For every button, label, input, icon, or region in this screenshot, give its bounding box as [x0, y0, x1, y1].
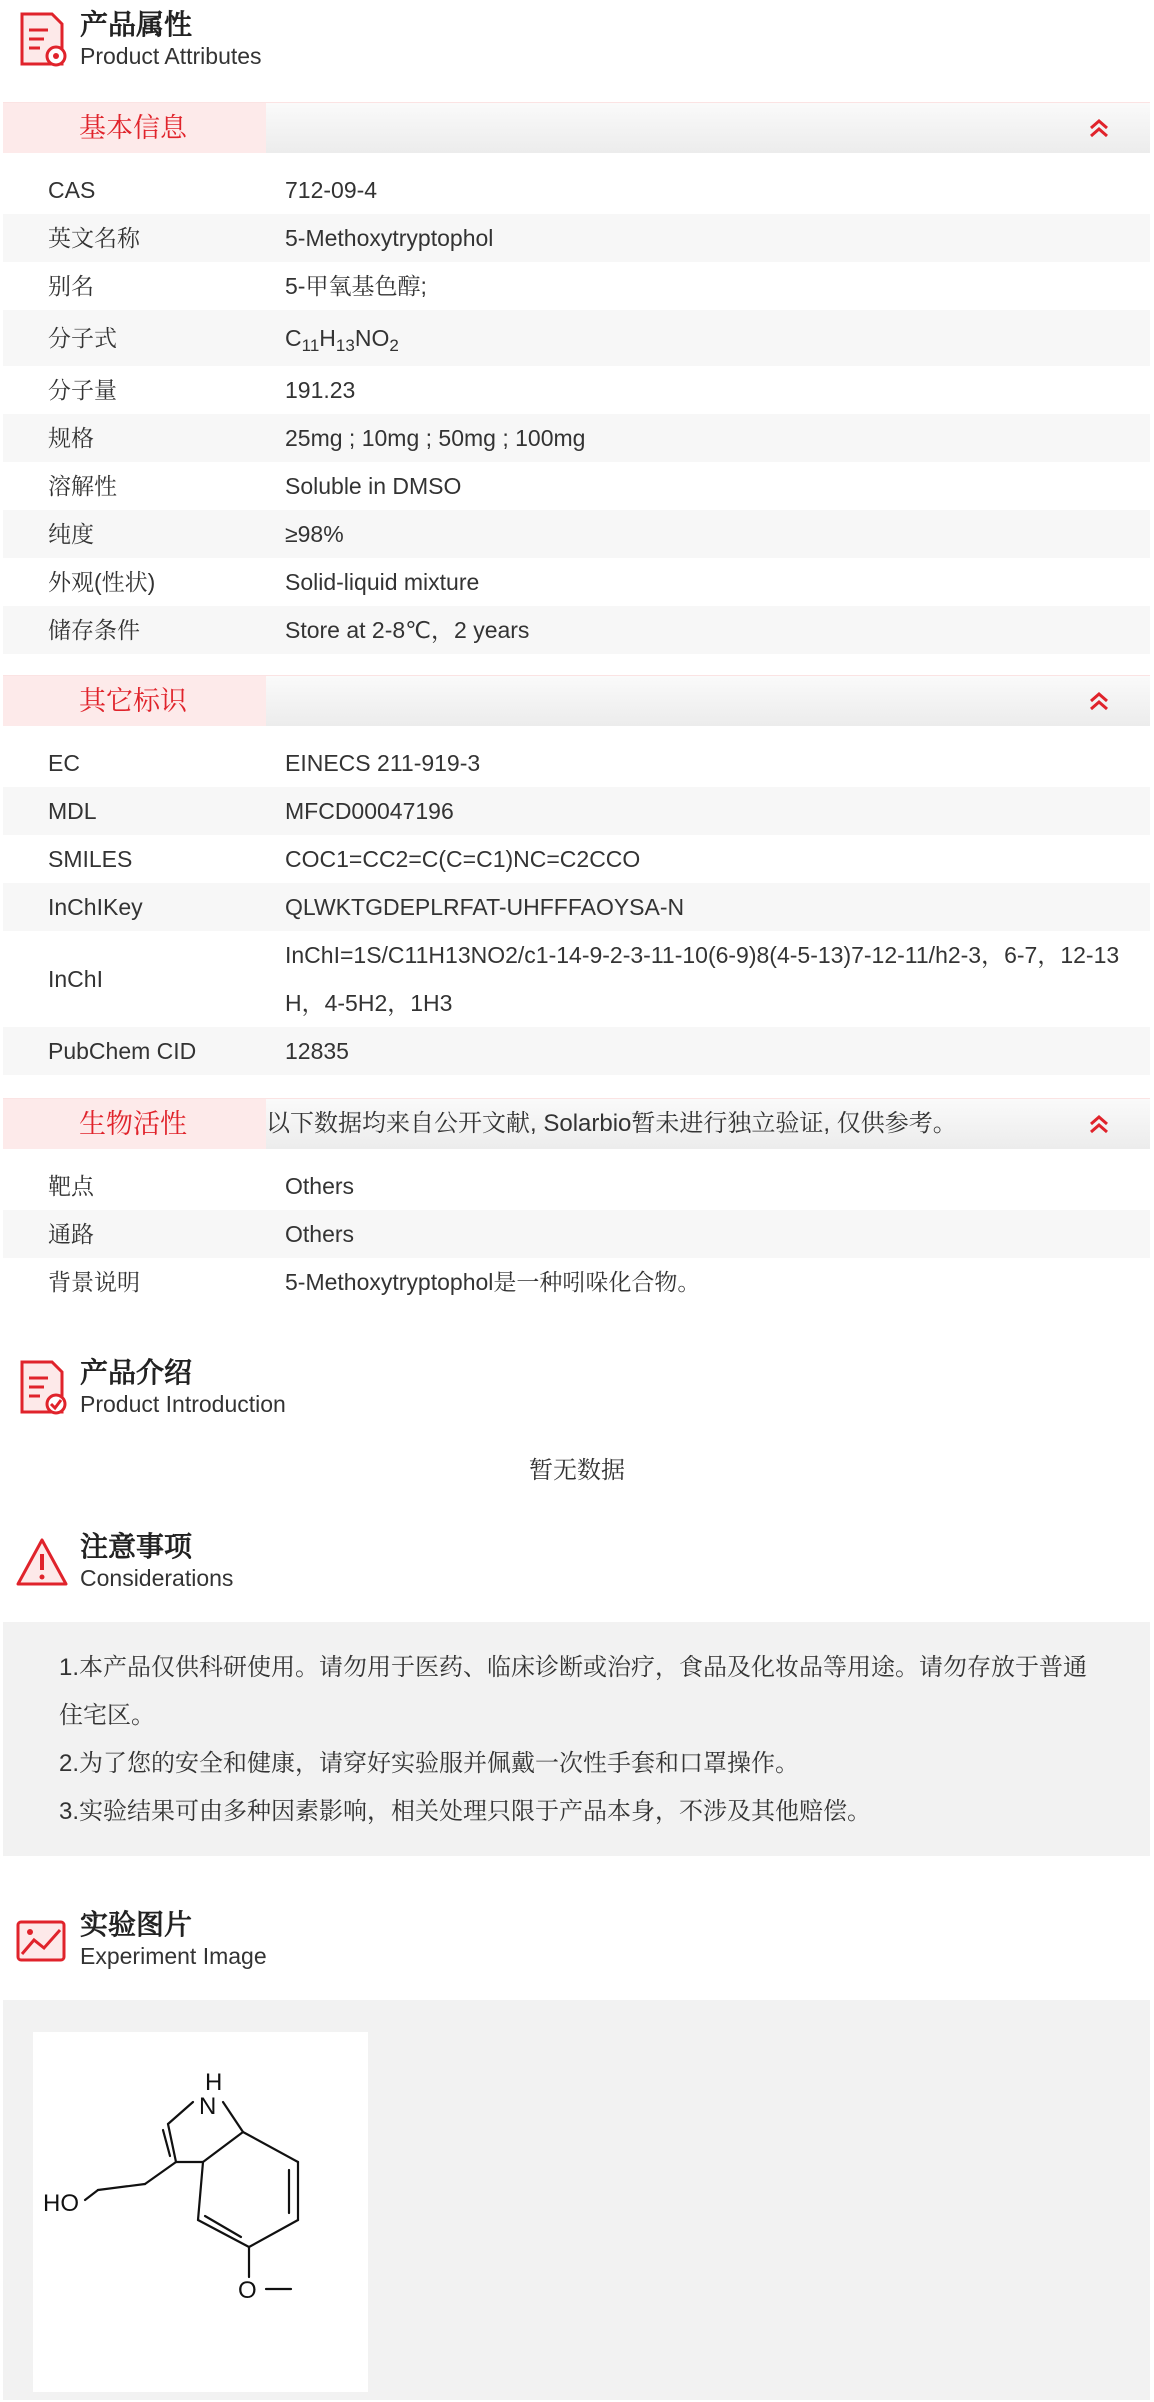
section-subtitle: Product Introduction — [80, 1391, 286, 1417]
document-check-icon — [14, 1358, 70, 1418]
section-title: 实验图片 — [80, 1909, 193, 1940]
table-row — [3, 462, 1150, 510]
bio-activity-label: 生物活性 — [3, 1099, 266, 1149]
row-value: 25mg ; 10mg ; 50mg ; 100mg — [285, 425, 586, 451]
table-row — [3, 739, 1150, 787]
table-row — [3, 787, 1150, 835]
table-row — [3, 558, 1150, 606]
row-value: 5-Methoxytryptophol — [285, 225, 494, 251]
row-value: ≥98% — [285, 521, 344, 547]
row-key: 溶解性 — [48, 473, 117, 499]
collapse-chevron-icon[interactable] — [1086, 688, 1112, 714]
bio-activity-header — [3, 1098, 1150, 1149]
row-key: 英文名称 — [48, 225, 140, 251]
table-row — [3, 214, 1150, 262]
document-settings-icon — [14, 10, 70, 70]
section-subtitle: Experiment Image — [80, 1943, 267, 1969]
row-value: 5-甲氧基色醇; — [285, 273, 427, 299]
considerations-box — [3, 1622, 1150, 1856]
other-identifiers-label: 其它标识 — [3, 676, 266, 726]
row-value: 191.23 — [285, 377, 356, 403]
row-value: Soluble in DMSO — [285, 473, 462, 499]
row-key: 外观(性状) — [48, 569, 156, 595]
row-value: 5-Methoxytryptophol是一种吲哚化合物。 — [285, 1269, 701, 1295]
consideration-item: 1.本产品仅供科研使用。请勿用于医药、临床诊断或治疗，食品及化妆品等用途。请勿存放于普通住宅区。 — [59, 1654, 1088, 1729]
row-value: Solid-liquid mixture — [285, 569, 480, 595]
row-key: 分子式 — [48, 325, 117, 351]
oxygen-label: O — [238, 2277, 257, 2304]
product-attributes-heading — [12, 6, 1112, 78]
section-subtitle: Considerations — [80, 1565, 234, 1591]
row-key: 分子量 — [48, 377, 117, 403]
row-key: 背景说明 — [48, 1269, 140, 1295]
row-key: MDL — [48, 798, 97, 824]
row-value: 12835 — [285, 1038, 349, 1064]
product-introduction-heading — [12, 1354, 1112, 1426]
hydroxyl-label: HO — [43, 2190, 79, 2217]
nitrogen-label: N — [199, 2093, 217, 2120]
basic-info-table — [3, 166, 1150, 654]
experiment-image-box — [3, 2000, 1150, 2400]
row-value: 712-09-4 — [285, 177, 378, 203]
nh-hydrogen-label: H — [205, 2069, 223, 2096]
table-row — [3, 366, 1150, 414]
table-row — [3, 883, 1150, 931]
image-chart-icon — [14, 1910, 70, 1970]
section-title: 注意事项 — [80, 1531, 193, 1562]
row-key: 储存条件 — [48, 617, 140, 643]
other-identifiers-header — [3, 675, 1150, 726]
table-row — [3, 1162, 1150, 1210]
experiment-image-heading — [12, 1906, 1112, 1978]
disclaimer-note: 以下数据均来自公开文献, Solarbio暂未进行独立验证, 仅供参考。 — [266, 1110, 957, 1137]
table-row — [3, 931, 1150, 1027]
table-row — [3, 310, 1150, 366]
row-value: Store at 2-8℃，2 years — [285, 617, 530, 643]
basic-info-header — [3, 102, 1150, 153]
row-key: 别名 — [48, 273, 94, 299]
table-row — [3, 835, 1150, 883]
table-row — [3, 510, 1150, 558]
collapse-chevron-icon[interactable] — [1086, 115, 1112, 141]
section-subtitle: Product Attributes — [80, 43, 262, 69]
row-value: Others — [285, 1173, 355, 1199]
row-key: PubChem CID — [48, 1038, 197, 1064]
molecular-formula: $C_{11}H_{13}NO_2$ — [285, 325, 399, 355]
row-key: InChIKey — [48, 894, 143, 920]
table-row — [3, 262, 1150, 310]
table-row — [3, 606, 1150, 654]
consideration-item: 2.为了您的安全和健康，请穿好实验服并佩戴一次性手套和口罩操作。 — [59, 1750, 800, 1777]
table-row — [3, 1258, 1150, 1306]
table-row — [3, 166, 1150, 214]
table-row — [3, 1210, 1150, 1258]
row-key: SMILES — [48, 846, 133, 872]
row-value: Others — [285, 1221, 355, 1247]
row-key: CAS — [48, 177, 96, 203]
section-title: 产品介绍 — [80, 1357, 193, 1388]
table-row — [3, 1027, 1150, 1075]
row-key: 纯度 — [48, 521, 94, 547]
collapse-chevron-icon[interactable] — [1086, 1111, 1112, 1137]
table-row — [3, 414, 1150, 462]
row-key: 规格 — [48, 425, 94, 451]
considerations-heading — [12, 1528, 1112, 1600]
row-value: EINECS 211-919-3 — [285, 750, 481, 776]
consideration-item: 3.实验结果可由多种因素影响，相关处理只限于产品本身，不涉及其他赔偿。 — [59, 1798, 872, 1825]
row-value: MFCD00047196 — [285, 798, 454, 824]
molecular-structure-diagram — [33, 2032, 368, 2392]
warning-icon — [14, 1532, 70, 1592]
no-data-text: 暂无数据 — [529, 1457, 625, 1484]
basic-info-label: 基本信息 — [3, 103, 266, 153]
section-title: 产品属性 — [80, 9, 193, 40]
row-value: QLWKTGDEPLRFAT-UHFFFAOYSA-N — [285, 894, 685, 920]
row-value: InChI=1S/C11H13NO2/c1-14-9-2-3-11-10(6-9)8(4-5-13)7-12-11/h2-3，6-7，12-13H，4-5H2，1H3 — [285, 942, 1120, 1016]
bio-activity-table — [3, 1162, 1150, 1306]
row-key: 通路 — [48, 1221, 94, 1247]
identifiers-table — [3, 739, 1150, 1075]
row-value: COC1=CC2=C(C=C1)NC=C2CCO — [285, 846, 641, 872]
row-key: EC — [48, 750, 80, 776]
structure-image-card[interactable] — [33, 2032, 368, 2392]
row-key: 靶点 — [48, 1173, 94, 1199]
row-key: InChI — [48, 966, 103, 992]
